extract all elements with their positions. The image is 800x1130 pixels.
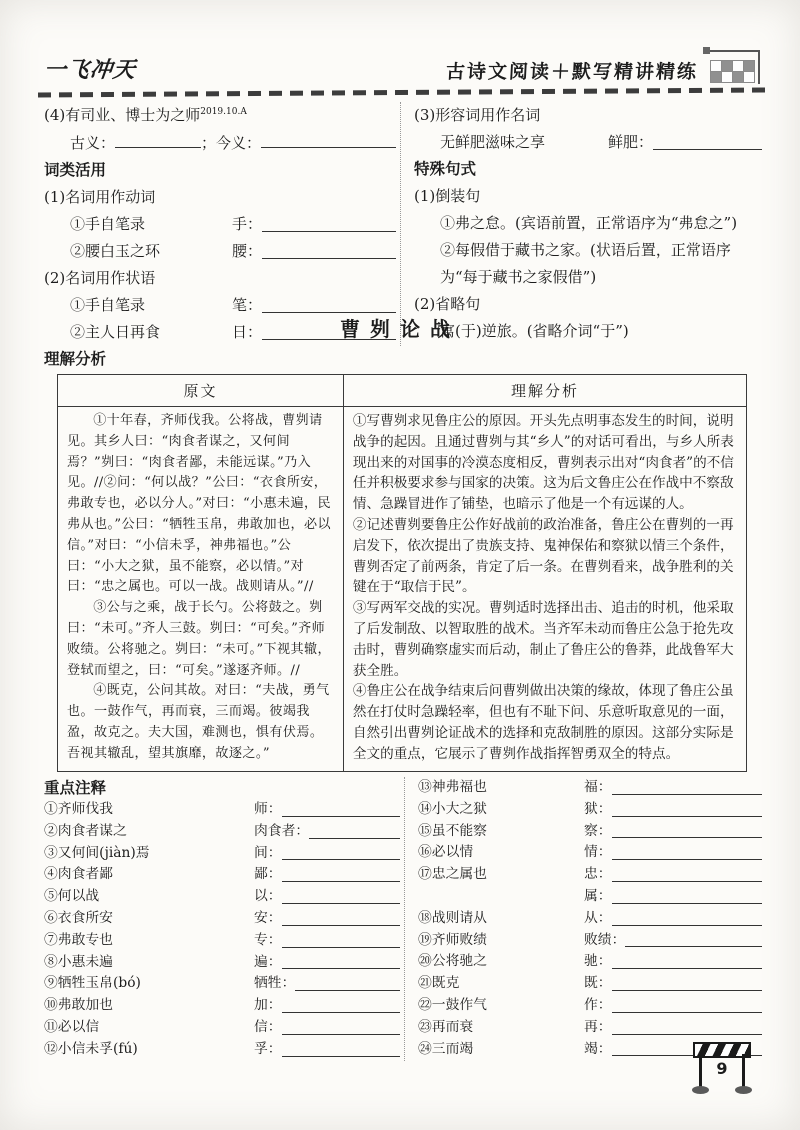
- note-row: [418, 886, 762, 908]
- brand-logo: 一飞冲天: [42, 58, 138, 83]
- table-header-row: [58, 375, 747, 407]
- analysis-paragraph: ④鲁庄公在战争结束后问曹刿做出决策的缘故，体现了鲁庄公虽然在打仗时急躁轻率，但也有不耻下问、乐意听取意见的一面，自然引出曹刿论证战术的选择和克敌制胜的原因。这部分实际是全文的重点，它展示了曹刿作战指挥智勇双全的特点。: [352, 683, 734, 762]
- checkerboard-logo-icon: [706, 48, 762, 84]
- meaning-blanks-row: 古义： ；今义：: [44, 129, 396, 157]
- fill-blank: [282, 1012, 400, 1013]
- page-number-barricade-icon: [692, 1042, 754, 1096]
- fill-blank: [282, 903, 400, 904]
- analysis-paragraph: ②记述曹刿要鲁庄公作好战前的政治准备，鲁庄公在曹刿的一再启发下，依次提出了贵族支持、鬼神保佑和察狱以情三个条件，曹刿否定了前两条，肯定了后一条。在曹刿看来，战争胜利的关键在于“取信于民”。: [352, 516, 734, 596]
- fill-blank: [282, 1056, 400, 1057]
- note-row: [418, 821, 762, 843]
- column-header-analysis: 理解分析: [343, 375, 746, 407]
- blank-label: 败绩：: [584, 931, 626, 948]
- blank-label: 既：: [584, 975, 612, 992]
- note-row: [44, 864, 400, 886]
- blank-label: 安：: [254, 909, 282, 926]
- note-term: ①齐师伐我: [44, 801, 113, 817]
- fill-blank: [612, 1034, 762, 1035]
- fill-blank: [262, 258, 396, 259]
- analysis-section-label: 理解分析: [44, 350, 107, 368]
- page-number: 9: [716, 1059, 728, 1078]
- analysis-table: [57, 374, 747, 772]
- note-row: [418, 908, 762, 930]
- blank-label: 肉食者：: [254, 822, 310, 839]
- note-term: ⑧小惠未遍: [44, 953, 113, 970]
- blank-label: 属：: [584, 887, 612, 904]
- blank-label: 竭：: [584, 1040, 612, 1057]
- note-term: ⑨牺牲玉帛(bó): [44, 975, 141, 992]
- term-text: ②主人日再食: [70, 323, 161, 341]
- fill-blank: [612, 925, 762, 926]
- fill-blank: [612, 990, 762, 991]
- blank-label: 福：: [584, 779, 612, 795]
- note-term: ⑮虽不能察: [418, 822, 487, 839]
- blank-label: 笔：: [232, 296, 263, 314]
- note-term: ②肉食者谋之: [44, 822, 127, 839]
- fill-blank: [115, 129, 201, 148]
- note-row: [44, 952, 400, 974]
- note-term: ③又何间(jiàn)焉: [44, 844, 150, 861]
- note-row: [418, 777, 762, 799]
- note-term: ⑩弗敢加也: [44, 997, 113, 1014]
- note-term: ⑭小大之狱: [418, 800, 487, 817]
- note-row: [44, 1039, 400, 1061]
- fill-blank: [282, 881, 400, 882]
- fill-blank: [612, 881, 762, 882]
- term-blank-row: [44, 238, 396, 265]
- note-row: [44, 995, 400, 1017]
- note-term: ㉓再而衰: [418, 1018, 474, 1035]
- item-4-line: (4)有司业、博士为之师$^{2019.10.A}$: [44, 106, 247, 124]
- blank-label: 鲜肥：: [608, 133, 654, 151]
- note-row: [44, 821, 400, 843]
- note-term: ⑲齐师败绩: [418, 931, 487, 948]
- subsection-heading: (2)省略句: [414, 295, 481, 313]
- section-heading-special-sentences: 特殊句式: [414, 160, 477, 178]
- fill-blank: [612, 1012, 762, 1013]
- note-term: ㉔三而竭: [418, 1040, 474, 1057]
- term-blank-row: [44, 211, 396, 238]
- fill-blank: [612, 903, 762, 904]
- note-term: ⑰忠之属也: [418, 866, 487, 883]
- series-title: 古诗文阅读＋默写精讲精练: [445, 61, 699, 83]
- blank-label: 鄙：: [254, 866, 282, 883]
- blank-label: 牺牲：: [254, 975, 296, 992]
- blank-label: 师：: [254, 801, 282, 817]
- blank-label: 遍：: [254, 953, 282, 970]
- note-term: ㉒一鼓作气: [418, 996, 487, 1013]
- original-paragraph: ③公与之乘，战于长勺。公将鼓之。刿曰：“未可。”齐人三鼓。刿曰：“可矣。”齐师败绩。公将驰之。刿曰：“未可。”下视其辙，登轼而望之，曰：“可矣。”遂逐齐师。//: [67, 600, 332, 678]
- fill-blank: [282, 968, 400, 969]
- term-text: ①手自笔录: [70, 296, 146, 314]
- dashed-rule: [38, 87, 766, 97]
- exam-citation: 2019.10.A: [200, 107, 247, 117]
- note-row: [418, 995, 762, 1017]
- blank-label: 加：: [254, 997, 282, 1014]
- section-heading-word-class: 词类活用: [44, 161, 107, 179]
- review-exercises: [44, 102, 762, 346]
- note-term: ⑳公将驰之: [418, 953, 487, 970]
- note-term: ⑬神弗福也: [418, 779, 487, 795]
- note-row: [44, 886, 400, 908]
- analysis-paragraph: ③写两军交战的实况。曹刿适时选择出击、追击的时机，他采取了后发制敌、以智取胜的战术。当齐军未动而鲁庄公急于抢先攻击时，曹刿确察虚实而后动，制止了鲁庄公的鲁莽，此战鲁军大获全胜。: [352, 600, 734, 679]
- example-sentence: ①弗之怠。(宾语前置，正常语序为“弗怠之”): [440, 214, 738, 232]
- fill-blank: [282, 925, 400, 926]
- blank-label: 手：: [232, 215, 263, 233]
- blank-label: 察：: [584, 822, 612, 839]
- term-text: 无鲜肥滋味之享: [440, 133, 546, 151]
- blank-label: 日：: [232, 323, 263, 341]
- note-row: [44, 930, 400, 952]
- note-row: [44, 908, 400, 930]
- exercises-left-column: [44, 102, 400, 346]
- blank-label: 忠：: [584, 866, 612, 883]
- blank-label: 情：: [584, 844, 612, 861]
- blank-label: 孚：: [254, 1040, 282, 1057]
- notes-left-column: [44, 777, 404, 1061]
- subsection-heading: (1)名词用作动词: [44, 188, 156, 206]
- blank-label: 从：: [584, 909, 612, 926]
- note-term: ⑯必以情: [418, 844, 474, 861]
- exercises-right-column: [400, 102, 762, 346]
- note-row: [44, 1017, 400, 1039]
- term-text: ①手自笔录: [70, 215, 146, 233]
- analysis-paragraph: ①写曹刿求见鲁庄公的原因。开头先点明事态发生的时间，说明战争的起因。且通过曹刿与其“乡人”的对话可看出，与乡人所表现出来的对国事的冷漠态度相反，曹刿表示出对“肉食者”的不信任并积极要求参与国家的决策。这为后文鲁庄公在作战中不察敌情、急躁冒进作了铺垫，也暗示了他是一个有远谋的人。: [352, 413, 734, 513]
- table-body-row: [58, 407, 747, 772]
- blank-label: 信：: [254, 1018, 282, 1035]
- example-sentence: ②每假借于藏书之家。(状语后置，正常语序为“每于藏书之家假借”): [440, 241, 731, 286]
- fill-blank: [282, 1034, 400, 1035]
- fill-blank: [282, 947, 400, 948]
- blank-label: 再：: [584, 1018, 612, 1035]
- fill-blank: [309, 838, 400, 839]
- blank-label: 腰：: [232, 242, 263, 260]
- fill-blank: [612, 816, 762, 817]
- note-row: [418, 1017, 762, 1039]
- fill-blank: [612, 794, 762, 795]
- note-row: [418, 951, 762, 973]
- blank-label: 以：: [254, 888, 282, 905]
- fill-blank: [295, 990, 400, 991]
- key-notes-section: [44, 777, 762, 1061]
- term-blank-row: [414, 129, 762, 156]
- fill-blank: [282, 816, 400, 817]
- page-header: [44, 48, 762, 84]
- term-text: ②腰白玉之环: [70, 242, 161, 260]
- original-paragraph: ①十年春，齐师伐我。公将战，曹刿请见。其乡人曰：“肉食者谋之，又何间焉？”刿曰：“肉食者鄙，未能远谋。”乃入见。//②问：“何以战？”公曰：“衣食所安，弗敢专也，必以分人。”对曰：“小惠未遍，民弗从也。”公曰：“牺牲玉帛，弗敢加也，必以信。”对曰：“小信未孚，神弗福也。”公曰：“小大之狱，虽不能察，必以情。”对曰：“忠之属也。可以一战。战则请从。”//: [67, 413, 332, 595]
- fill-blank: [612, 968, 762, 969]
- note-term: ⑫小信未孚(fú): [44, 1040, 138, 1057]
- column-header-original: 原文: [58, 375, 344, 407]
- subsection-heading: (2)名词用作状语: [44, 269, 156, 287]
- subsection-heading: (1)倒装句: [414, 187, 481, 205]
- note-row: [418, 799, 762, 821]
- analysis-text-cell: [343, 407, 746, 772]
- fill-blank: [261, 129, 396, 148]
- note-term: ⑱战则请从: [418, 909, 487, 926]
- fill-blank: [612, 859, 762, 860]
- blank-label: 狱：: [584, 800, 612, 817]
- fill-blank: [262, 231, 396, 232]
- fill-blank: [282, 859, 400, 860]
- note-term: ⑥衣食所安: [44, 909, 113, 926]
- note-term: ④肉食者鄙: [44, 866, 113, 883]
- fill-blank: [653, 149, 762, 150]
- note-term: [418, 886, 584, 908]
- example-sentence: 寓(于)逆旅。(省略介词“于”): [440, 322, 629, 340]
- note-row: [418, 864, 762, 886]
- note-row: [44, 843, 400, 865]
- note-term: ㉑既克: [418, 975, 460, 992]
- note-row: [44, 799, 400, 821]
- fill-blank: [625, 946, 762, 947]
- fill-blank: [612, 837, 762, 838]
- note-row: [418, 930, 762, 952]
- note-row: [418, 842, 762, 864]
- note-term: ⑦弗敢专也: [44, 931, 113, 948]
- note-term: ⑤何以战: [44, 888, 100, 905]
- lesson-title: 曹刿论战: [340, 317, 460, 341]
- note-row: [418, 973, 762, 995]
- item-3-line: (3)形容词用作名词: [414, 106, 541, 124]
- note-term: ⑪必以信: [44, 1018, 100, 1035]
- note-row: [44, 973, 400, 995]
- blank-label: 专：: [254, 931, 282, 948]
- blank-label: 间：: [254, 844, 282, 861]
- original-text-cell: [58, 407, 344, 772]
- series-header: [446, 48, 762, 84]
- notes-right-column: [404, 777, 762, 1061]
- blank-label: 驰：: [584, 953, 612, 970]
- blank-label: 作：: [584, 996, 612, 1013]
- original-paragraph: ④既克，公问其故。对曰：“夫战，勇气也。一鼓作气，再而衰，三而竭。彼竭我盈，故克之。夫大国，难测也，惧有伏焉。吾视其辙乱，望其旗靡，故逐之。”: [67, 683, 330, 761]
- notes-section-label: 重点注释: [44, 779, 107, 797]
